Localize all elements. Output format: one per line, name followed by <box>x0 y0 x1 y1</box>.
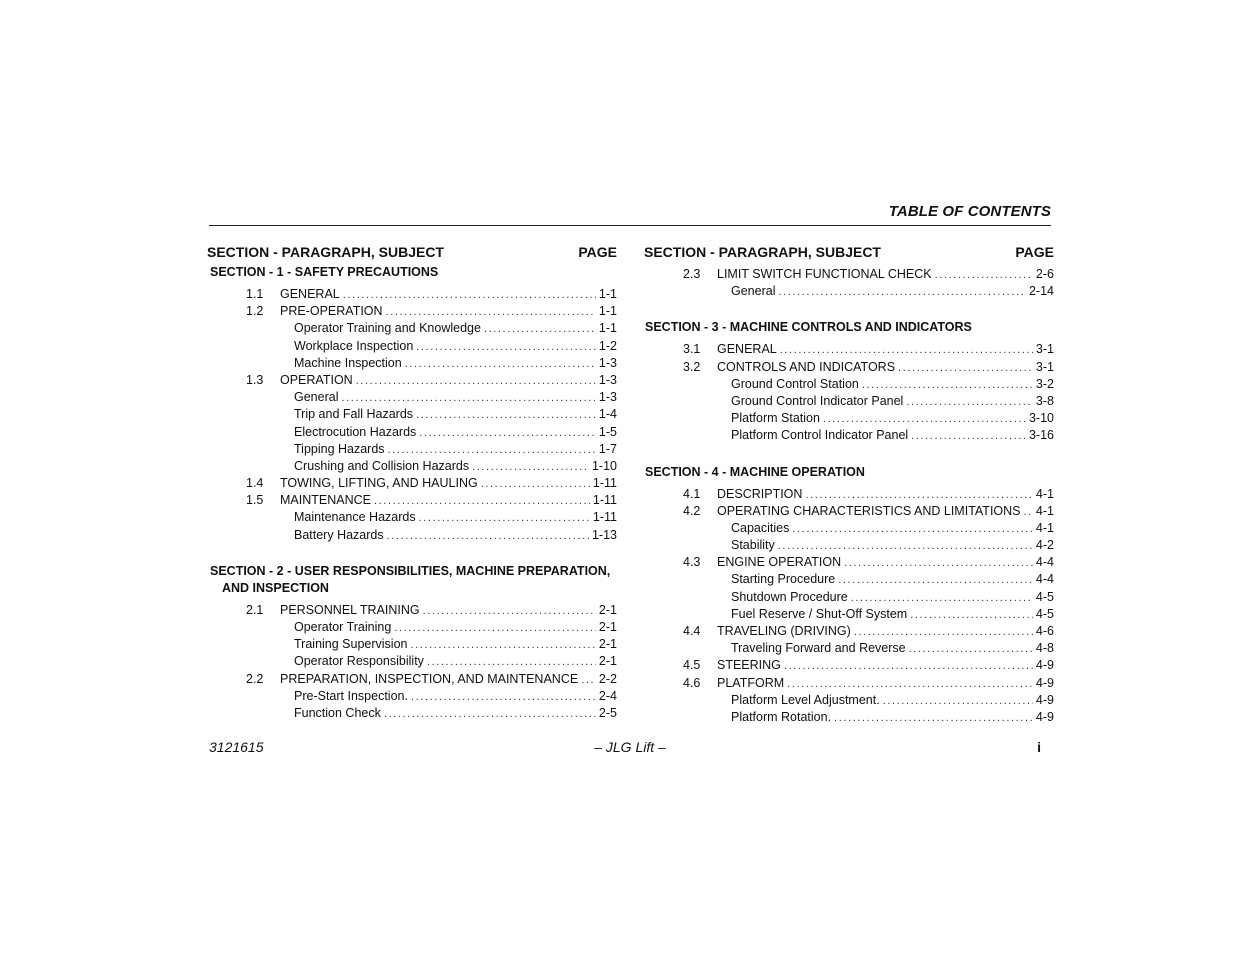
toc-entry[interactable] <box>207 355 617 372</box>
section-4-title: SECTION - 4 - MACHINE OPERATION <box>645 464 865 479</box>
dot-leader <box>384 706 596 723</box>
toc-entry[interactable] <box>644 427 1054 444</box>
toc-entry-page: 3-8 <box>1035 393 1054 408</box>
column-heading-page: PAGE <box>578 244 617 260</box>
toc-entry[interactable] <box>644 503 1054 520</box>
toc-entry-label: PREPARATION, INSPECTION, AND MAINTENANCE <box>280 671 579 686</box>
column-heading-page: PAGE <box>1015 244 1054 260</box>
toc-entry-label: Crushing and Collision Hazards <box>294 458 470 473</box>
toc-entry-page: 4-8 <box>1035 641 1054 656</box>
toc-entry[interactable] <box>207 458 617 475</box>
toc-entry[interactable] <box>207 303 617 320</box>
toc-entry[interactable] <box>207 492 617 509</box>
toc-entry[interactable] <box>644 640 1054 657</box>
toc-entries <box>644 341 1054 444</box>
dot-leader <box>386 304 596 321</box>
toc-entry[interactable] <box>207 424 617 441</box>
dot-leader <box>356 373 596 390</box>
section-2 <box>207 563 617 722</box>
toc-entry[interactable] <box>207 372 617 389</box>
toc-entry[interactable] <box>207 671 617 688</box>
toc-entry-page: 4-1 <box>1035 520 1054 535</box>
toc-entry-label: Operator Training <box>294 620 392 634</box>
toc-entry-page: 1-5 <box>598 424 617 439</box>
toc-entry-number: 4.3 <box>683 555 701 570</box>
section-1-title: SECTION - 1 - SAFETY PRECAUTIONS <box>210 265 439 279</box>
dot-leader <box>416 407 596 424</box>
toc-entry[interactable] <box>207 338 617 355</box>
toc-entry-page: 4-6 <box>1035 624 1054 638</box>
toc-entries <box>644 266 1054 300</box>
toc-entry[interactable] <box>644 486 1054 503</box>
dot-leader <box>394 620 596 637</box>
dot-leader <box>341 390 595 407</box>
toc-entry[interactable] <box>644 393 1054 410</box>
toc-entry-page: 1-1 <box>598 304 617 319</box>
dot-leader <box>411 689 596 706</box>
toc-entry-page: 2-1 <box>598 620 617 634</box>
toc-entry-label: Traveling Forward and Reverse <box>731 641 906 656</box>
toc-entry[interactable] <box>644 623 1054 640</box>
toc-entry[interactable] <box>644 537 1054 554</box>
toc-entry-label: GENERAL <box>280 287 340 301</box>
toc-entry[interactable] <box>644 410 1054 427</box>
toc-entry[interactable] <box>207 406 617 423</box>
toc-entry-label: Capacities <box>731 520 790 535</box>
column-heading-subject: SECTION - PARAGRAPH, SUBJECT <box>207 244 444 260</box>
toc-entry[interactable] <box>644 675 1054 692</box>
toc-entry[interactable] <box>644 571 1054 588</box>
toc-entry-page: 3-16 <box>1028 428 1054 443</box>
toc-entry-page: 3-10 <box>1028 411 1054 426</box>
toc-entry-number: 4.2 <box>683 503 701 518</box>
toc-entry-label: Ground Control Indicator Panel <box>731 393 904 408</box>
toc-entry[interactable] <box>207 705 617 722</box>
toc-entry-label: Operator Training and Knowledge <box>294 321 481 336</box>
toc-entry-page: 2-2 <box>598 671 617 686</box>
toc-entry-label: CONTROLS AND INDICATORS <box>717 359 896 374</box>
toc-entry-label: STEERING <box>717 658 781 673</box>
toc-entry-page: 1-7 <box>598 441 617 456</box>
dot-leader <box>792 521 1033 538</box>
dot-leader <box>910 607 1033 624</box>
toc-entry-label: ENGINE OPERATION <box>717 555 842 570</box>
toc-entry-page: 2-5 <box>598 705 617 720</box>
header-rule <box>209 225 1051 226</box>
toc-entry-page: 4-1 <box>1035 503 1054 518</box>
dot-leader <box>787 676 1033 693</box>
toc-entry-page: 2-1 <box>598 654 617 669</box>
toc-entry-page: 4-4 <box>1035 572 1054 587</box>
toc-entry-label: Platform Control Indicator Panel <box>731 428 909 443</box>
dot-leader <box>906 394 1033 411</box>
toc-right-column <box>644 244 1054 726</box>
toc-entry-page: 1-1 <box>598 287 617 301</box>
toc-entry[interactable] <box>644 606 1054 623</box>
toc-entry-label: Operator Responsibility <box>294 654 424 669</box>
toc-entry[interactable] <box>644 589 1054 606</box>
toc-entry-page: 2-1 <box>598 602 617 617</box>
toc-entry-label: TRAVELING (DRIVING) <box>717 624 851 638</box>
section-2-title-line1: SECTION - 2 - USER RESPONSIBILITIES, MACHINE PREPARATION, <box>210 563 611 578</box>
toc-entry-page: 1-3 <box>598 355 617 370</box>
toc-entry-number: 3.1 <box>683 342 701 357</box>
toc-entry-page: 1-11 <box>592 476 617 491</box>
dot-leader <box>427 654 596 671</box>
toc-entry-label: GENERAL <box>717 342 777 357</box>
toc-entry-number: 2.3 <box>683 267 701 281</box>
toc-entry-page: 4-9 <box>1035 675 1054 690</box>
dot-leader <box>862 377 1033 394</box>
toc-entry[interactable] <box>207 527 617 544</box>
toc-entry[interactable] <box>207 389 617 406</box>
toc-entry-number: 1.1 <box>246 287 264 301</box>
toc-entry-label: TOWING, LIFTING, AND HAULING <box>280 476 478 491</box>
section-3 <box>644 319 1054 444</box>
toc-entry-label: PERSONNEL TRAINING <box>280 602 420 617</box>
column-heading-subject: SECTION - PARAGRAPH, SUBJECT <box>644 244 881 260</box>
toc-entry-page: 4-5 <box>1035 589 1054 604</box>
dot-leader <box>481 476 590 493</box>
toc-entry-label: Starting Procedure <box>731 572 836 587</box>
toc-entry-number: 1.4 <box>246 476 264 491</box>
section-4 <box>644 464 1054 727</box>
toc-entry[interactable] <box>644 341 1054 358</box>
toc-entry-label: Ground Control Station <box>731 376 859 391</box>
dot-leader <box>823 411 1026 428</box>
toc-entry[interactable] <box>207 688 617 705</box>
toc-entry-page: 1-10 <box>591 458 617 473</box>
toc-entry-page: 2-1 <box>598 637 617 652</box>
toc-header-title: TABLE OF CONTENTS <box>888 203 1051 220</box>
toc-entry-number: 2.1 <box>246 602 264 617</box>
dot-leader <box>883 693 1033 710</box>
dot-leader <box>581 672 596 689</box>
column-heading <box>207 244 617 264</box>
section-2-title-line2: AND INSPECTION <box>222 580 329 595</box>
dot-leader <box>423 603 596 620</box>
toc-entry-label: Function Check <box>294 705 381 720</box>
toc-entry-page: 4-2 <box>1035 538 1054 553</box>
toc-entry-label: Platform Station <box>731 411 820 426</box>
toc-entry-number: 1.3 <box>246 372 264 387</box>
toc-entry-page: 1-3 <box>598 372 617 387</box>
toc-entry-label: MAINTENANCE <box>280 493 371 508</box>
toc-entry-number: 2.2 <box>246 671 264 686</box>
toc-entry-label: Training Supervision <box>294 637 408 652</box>
footer-publisher: – JLG Lift – <box>594 739 666 755</box>
toc-entry-page: 2-6 <box>1035 267 1054 281</box>
dot-leader <box>851 590 1033 607</box>
footer-doc-number: 3121615 <box>209 739 264 755</box>
toc-entries <box>207 286 617 544</box>
toc-entry-page: 4-9 <box>1035 709 1054 724</box>
toc-entry[interactable] <box>207 653 617 670</box>
toc-entry-label: Platform Level Adjustment. <box>731 692 880 707</box>
toc-entry-label: LIMIT SWITCH FUNCTIONAL CHECK <box>717 267 932 281</box>
toc-entry[interactable] <box>644 266 1054 283</box>
dot-leader <box>854 624 1033 641</box>
dot-leader <box>1024 504 1033 521</box>
toc-entry-number: 4.1 <box>683 486 701 501</box>
toc-entry-page: 1-11 <box>592 493 617 508</box>
section-3-title: SECTION - 3 - MACHINE CONTROLS AND INDICATORS <box>645 320 972 335</box>
toc-entry-label: Pre-Start Inspection. <box>294 688 408 703</box>
toc-entry-label: DESCRIPTION <box>717 486 803 501</box>
section-1 <box>207 264 617 544</box>
dot-leader <box>784 658 1033 675</box>
dot-leader <box>898 360 1033 377</box>
dot-leader <box>388 442 596 459</box>
toc-entry-page: 4-1 <box>1035 486 1054 501</box>
toc-entry-page: 1-1 <box>598 321 617 336</box>
toc-entry-number: 4.6 <box>683 675 701 690</box>
toc-entry-label: Fuel Reserve / Shut-Off System <box>731 606 908 621</box>
toc-entry[interactable] <box>644 657 1054 674</box>
toc-entry-label: OPERATION <box>280 372 353 387</box>
toc-entry-label: General <box>731 284 776 299</box>
toc-entry-page: 1-3 <box>598 390 617 405</box>
dot-leader <box>909 641 1033 658</box>
toc-entry-label: OPERATING CHARACTERISTICS AND LIMITATIONS <box>717 503 1021 518</box>
toc-entry-page: 2-4 <box>598 688 617 703</box>
dot-leader <box>805 487 1032 504</box>
toc-entry-number: 4.5 <box>683 658 701 673</box>
toc-entry-page: 1-13 <box>591 527 617 542</box>
toc-entry[interactable] <box>644 709 1054 726</box>
dot-leader <box>374 493 590 510</box>
toc-entry-label: PLATFORM <box>717 675 785 690</box>
dot-leader <box>780 342 1033 359</box>
dot-leader <box>405 356 596 373</box>
dot-leader <box>419 510 590 527</box>
toc-entry-page: 2-14 <box>1028 284 1054 299</box>
toc-entry[interactable] <box>644 283 1054 300</box>
toc-left-column <box>207 244 617 722</box>
dot-leader <box>410 637 595 654</box>
toc-entry[interactable] <box>207 475 617 492</box>
toc-entries <box>207 602 617 722</box>
toc-entry-label: Maintenance Hazards <box>294 510 416 525</box>
toc-entry-page: 3-1 <box>1035 342 1054 357</box>
toc-entries <box>644 486 1054 727</box>
toc-entry-label: Trip and Fall Hazards <box>294 407 414 422</box>
dot-leader <box>911 428 1026 445</box>
toc-entry[interactable] <box>207 509 617 526</box>
section-2-title <box>207 563 617 597</box>
toc-entry-label: Tipping Hazards <box>294 441 385 456</box>
toc-entry[interactable] <box>644 554 1054 571</box>
toc-entry-page: 4-4 <box>1035 555 1054 570</box>
toc-entry[interactable] <box>207 320 617 337</box>
toc-entry-label: Stability <box>731 538 775 553</box>
toc-entry-label: Platform Rotation. <box>731 709 832 724</box>
toc-entry[interactable] <box>207 602 617 619</box>
footer-page-number: i <box>1037 739 1041 755</box>
dot-leader <box>419 425 596 442</box>
toc-entry[interactable] <box>207 441 617 458</box>
toc-entry[interactable] <box>207 619 617 636</box>
toc-entry-page: 3-1 <box>1035 359 1054 374</box>
toc-entry-label: General <box>294 390 339 405</box>
toc-entry-label: Battery Hazards <box>294 527 384 542</box>
column-heading <box>644 244 1054 264</box>
toc-entry[interactable] <box>644 376 1054 393</box>
toc-entry-number: 3.2 <box>683 359 701 374</box>
dot-leader <box>935 267 1033 284</box>
toc-entry[interactable] <box>644 359 1054 376</box>
dot-leader <box>416 339 596 356</box>
toc-entry-page: 4-5 <box>1035 606 1054 621</box>
toc-entry[interactable] <box>207 636 617 653</box>
toc-entry-page: 1-11 <box>592 510 617 525</box>
dot-leader <box>343 287 596 304</box>
dot-leader <box>484 321 596 338</box>
page-footer <box>209 739 1051 759</box>
toc-entry[interactable] <box>207 286 617 303</box>
toc-entry-page: 4-9 <box>1035 692 1054 707</box>
toc-entry-page: 1-4 <box>598 407 617 422</box>
dot-leader <box>844 555 1033 572</box>
dot-leader <box>838 572 1033 589</box>
dot-leader <box>778 538 1033 555</box>
section-2-continued <box>644 266 1054 300</box>
toc-entry-label: Electrocution Hazards <box>294 424 417 439</box>
toc-entry-number: 4.4 <box>683 624 701 638</box>
toc-entry-number: 1.2 <box>246 304 264 319</box>
toc-entry-label: Machine Inspection <box>294 355 402 370</box>
toc-entry-label: Workplace Inspection <box>294 338 414 353</box>
dot-leader <box>472 459 589 476</box>
toc-entry-page: 1-2 <box>598 338 617 353</box>
toc-entry-page: 3-2 <box>1035 376 1054 391</box>
toc-entry[interactable] <box>644 692 1054 709</box>
toc-entry[interactable] <box>644 520 1054 537</box>
toc-entry-label: PRE-OPERATION <box>280 304 383 319</box>
toc-entry-label: Shutdown Procedure <box>731 589 848 604</box>
toc-entry-page: 4-9 <box>1035 658 1054 673</box>
toc-entry-number: 1.5 <box>246 493 264 508</box>
dot-leader <box>834 710 1033 727</box>
dot-leader <box>387 528 589 545</box>
dot-leader <box>778 284 1025 301</box>
